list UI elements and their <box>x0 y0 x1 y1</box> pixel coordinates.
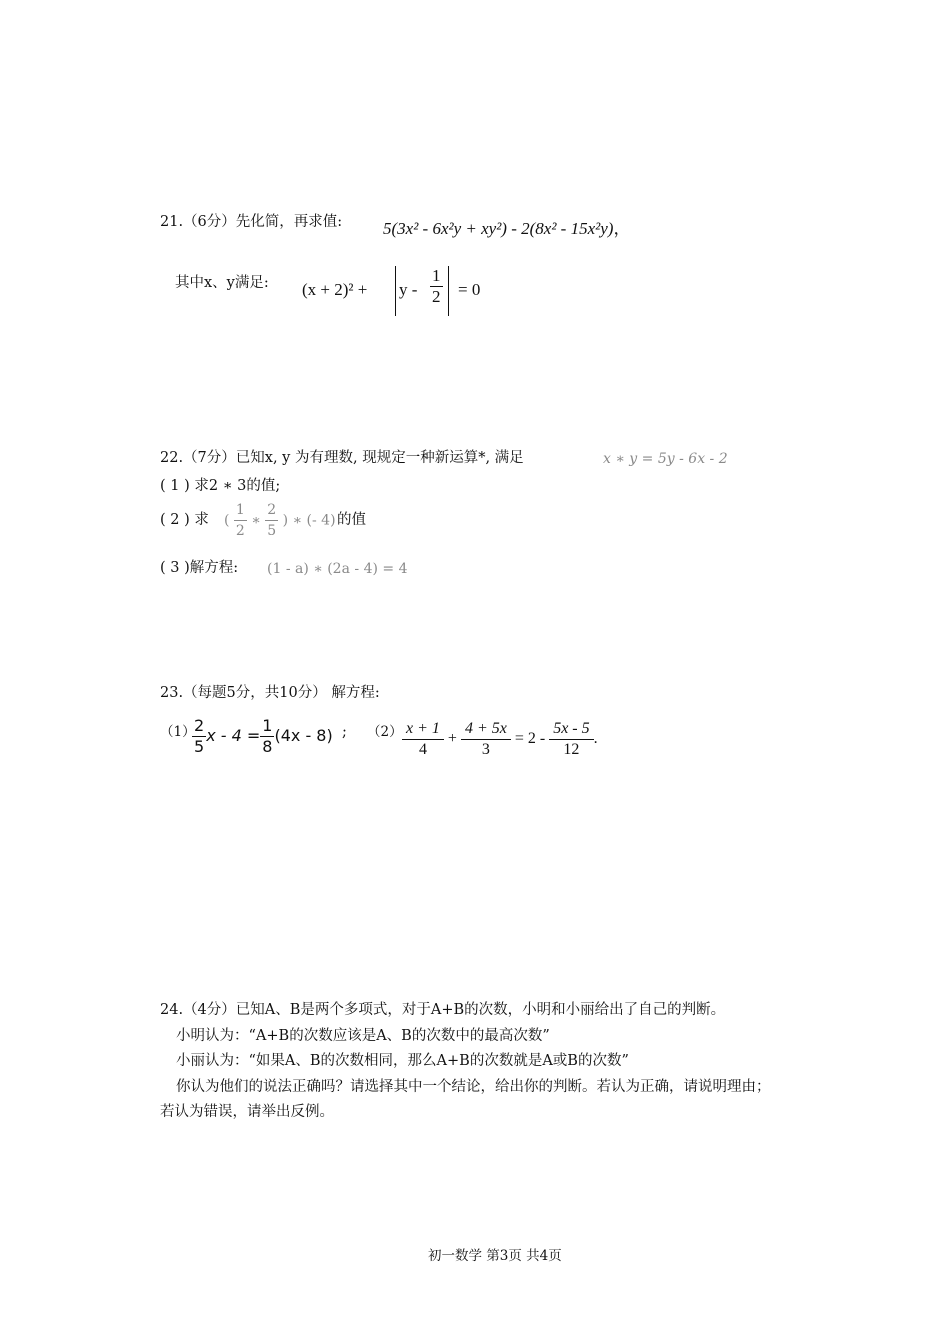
paren-open: ( <box>224 512 230 529</box>
q21-abs-inner: y - <box>399 280 418 299</box>
q21-expr-tail: ， <box>613 219 631 238</box>
q21-label: 21.（6分）先化简，再求值: <box>160 214 343 230</box>
q24-line3: 小丽认为：“如果A、B的次数相同，那么A+B的次数就是A或B的次数” <box>176 1053 629 1069</box>
q22-label: 22.（7分）已知x, y 为有理数, 现规定一种新运算*, 满足 <box>160 450 524 466</box>
q21-cond-lhs-text: (x + 2)² + <box>302 280 368 299</box>
frac-numerator: 2 <box>265 500 278 521</box>
q23-part1-expr <box>192 716 333 757</box>
frac-denominator: 4 <box>418 741 427 758</box>
frac-numerator: 2 <box>194 716 205 735</box>
q21-cond-lhs <box>302 279 367 301</box>
q22-rule: x ∗ y = 5y - 6x - 2 <box>603 451 728 467</box>
frac-denominator: 2 <box>432 287 441 306</box>
q23-part1-rest: (4x - 8) <box>274 726 333 745</box>
q23-part2-label: （2） <box>367 724 403 740</box>
frac-denominator: 3 <box>481 741 490 758</box>
q23-part2-tail: . <box>593 730 598 748</box>
frac-denominator: 5 <box>194 737 205 756</box>
q24-line1: 24.（4分）已知A、B是两个多项式，对于A+B的次数，小明和小丽给出了自己的判断。 <box>160 1002 726 1018</box>
q24-line2: 小明认为：“A+B的次数应该是A、B的次数中的最高次数” <box>176 1028 550 1044</box>
q23-part1-tail: ; <box>342 724 347 740</box>
q21-abs-fraction <box>430 266 443 307</box>
abs-bar-left <box>395 266 396 316</box>
q22-part1: ( 1 ) 求2 ∗ 3的值; <box>160 478 281 494</box>
frac-numerator: 5x - 5 <box>549 719 593 740</box>
frac-numerator: 1 <box>234 500 247 521</box>
q21-expression <box>383 218 630 240</box>
abs-bar-right <box>448 266 449 316</box>
star-operator: ∗ <box>251 512 261 529</box>
q23-part2-expr <box>402 719 598 760</box>
frac-denominator: 2 <box>235 523 245 539</box>
q22-part3-label: ( 3 )解方程: <box>160 560 239 576</box>
q21-cond-rhs: = 0 <box>458 280 481 299</box>
q21-expr: 5(3x² - 6x²y + xy²) - 2(8x² - 15x²y) <box>383 219 614 238</box>
q21-condition-label: 其中x、y满足: <box>175 275 269 291</box>
q22-part2-label: ( 2 ) 求 <box>160 512 209 528</box>
page-footer: 初一数学 第3页 共4页 <box>428 1248 562 1264</box>
q23-part1-mid: x - 4 = <box>206 726 261 745</box>
frac-denominator: 5 <box>267 523 277 539</box>
q24-line5: 若认为错误，请举出反例。 <box>160 1104 334 1120</box>
q23-part1-label: （1） <box>160 724 196 740</box>
frac-numerator: 1 <box>262 716 273 735</box>
q22-part2-expr <box>224 500 336 541</box>
frac-numerator: 4 + 5x <box>461 719 511 740</box>
frac-denominator: 8 <box>262 737 273 756</box>
plus-operator: + <box>447 730 457 748</box>
q22-part2-rest: ) ∗ (- 4) <box>282 512 336 529</box>
q23-part2-eq: = 2 - <box>514 730 546 748</box>
q22-part2-tail: 的值 <box>337 512 366 528</box>
q22-part3-expr: (1 - a) ∗ (2a - 4) = 4 <box>267 561 408 577</box>
frac-numerator: 1 <box>432 266 441 285</box>
frac-denominator: 12 <box>563 741 580 758</box>
frac-numerator: x + 1 <box>402 719 444 740</box>
q24-line4: 你认为他们的说法正确吗？请选择其中一个结论，给出你的判断。若认为正确，请说明理由； <box>176 1079 771 1095</box>
q23-label: 23.（每题5分，共10分） 解方程: <box>160 685 380 701</box>
